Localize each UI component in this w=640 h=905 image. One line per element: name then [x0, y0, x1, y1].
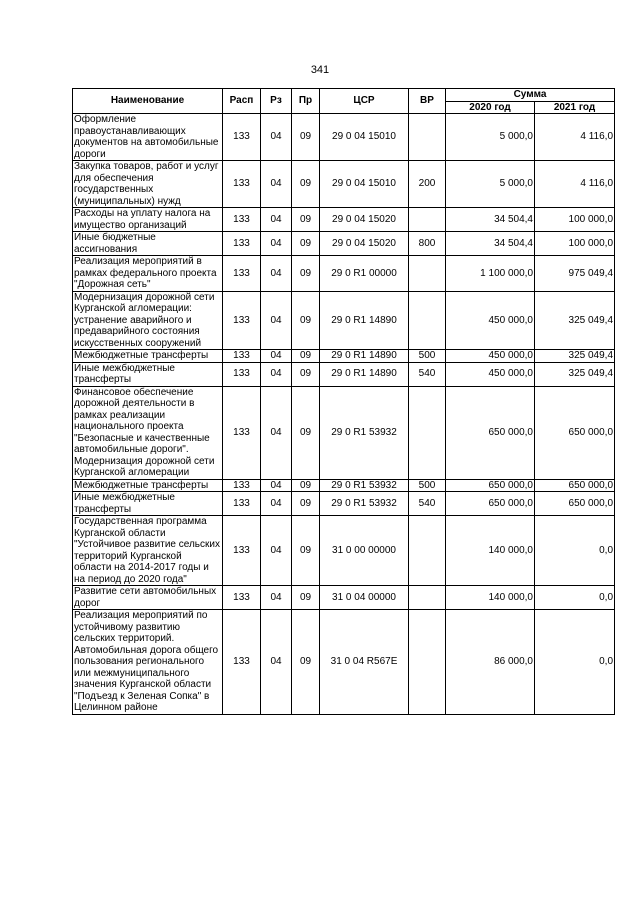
cell-rz: 04 — [261, 208, 292, 232]
table-row — [73, 350, 615, 363]
cell-rasp: 133 — [223, 114, 261, 161]
cell-y2020: 650 000,0 — [446, 492, 535, 516]
cell-pr: 09 — [292, 208, 320, 232]
cell-name: Иные межбюджетные трансферты — [73, 492, 223, 516]
cell-pr: 09 — [292, 232, 320, 256]
cell-rasp: 133 — [223, 586, 261, 610]
cell-y2021: 650 000,0 — [535, 492, 615, 516]
table-row — [73, 492, 615, 516]
header-rasp: Расп — [223, 89, 261, 114]
cell-vr: 500 — [409, 350, 446, 363]
cell-y2020: 140 000,0 — [446, 586, 535, 610]
cell-rz: 04 — [261, 350, 292, 363]
cell-vr — [409, 386, 446, 479]
cell-vr: 500 — [409, 479, 446, 492]
cell-y2021: 0,0 — [535, 516, 615, 586]
cell-rasp: 133 — [223, 291, 261, 350]
cell-vr — [409, 291, 446, 350]
cell-y2020: 650 000,0 — [446, 386, 535, 479]
cell-rasp: 133 — [223, 161, 261, 208]
cell-rz: 04 — [261, 291, 292, 350]
header-csr: ЦСР — [320, 89, 409, 114]
cell-y2021: 650 000,0 — [535, 386, 615, 479]
cell-y2020: 140 000,0 — [446, 516, 535, 586]
cell-pr: 09 — [292, 386, 320, 479]
table-row — [73, 256, 615, 292]
cell-rasp: 133 — [223, 516, 261, 586]
cell-pr: 09 — [292, 586, 320, 610]
cell-csr: 29 0 R1 14890 — [320, 291, 409, 350]
cell-rz: 04 — [261, 610, 292, 715]
cell-rasp: 133 — [223, 232, 261, 256]
cell-rz: 04 — [261, 232, 292, 256]
cell-name: Межбюджетные трансферты — [73, 479, 223, 492]
table-row — [73, 232, 615, 256]
table-row — [73, 161, 615, 208]
cell-rz: 04 — [261, 479, 292, 492]
cell-vr: 200 — [409, 161, 446, 208]
cell-rasp: 133 — [223, 256, 261, 292]
cell-csr: 31 0 00 00000 — [320, 516, 409, 586]
cell-name: Иные бюджетные ассигнования — [73, 232, 223, 256]
cell-y2021: 4 116,0 — [535, 161, 615, 208]
cell-vr: 800 — [409, 232, 446, 256]
cell-y2020: 650 000,0 — [446, 479, 535, 492]
cell-y2020: 450 000,0 — [446, 350, 535, 363]
table-row — [73, 114, 615, 161]
cell-vr: 540 — [409, 362, 446, 386]
cell-rasp: 133 — [223, 350, 261, 363]
cell-rasp: 133 — [223, 610, 261, 715]
cell-pr: 09 — [292, 291, 320, 350]
cell-y2020: 450 000,0 — [446, 362, 535, 386]
header-pr: Пр — [292, 89, 320, 114]
cell-name: Реализация мероприятий по устойчивому развитию сельских территорий. Автомобильная дорога общего пользования регионального или межмуниципального значения Курганской области "Подъезд к Зеленая Сопка" в Целинном районе — [73, 610, 223, 715]
cell-y2020: 5 000,0 — [446, 114, 535, 161]
cell-name: Реализация мероприятий в рамках федерального проекта "Дорожная сеть" — [73, 256, 223, 292]
cell-vr — [409, 516, 446, 586]
cell-y2020: 450 000,0 — [446, 291, 535, 350]
cell-csr: 29 0 04 15020 — [320, 208, 409, 232]
cell-csr: 29 0 04 15010 — [320, 114, 409, 161]
cell-y2020: 1 100 000,0 — [446, 256, 535, 292]
cell-y2021: 325 049,4 — [535, 350, 615, 363]
cell-name: Государственная программа Курганской области "Устойчивое развитие сельских территорий Курганской области на 2014-2017 годы и на период до 2020 года" — [73, 516, 223, 586]
cell-rz: 04 — [261, 492, 292, 516]
cell-pr: 09 — [292, 256, 320, 292]
cell-vr: 540 — [409, 492, 446, 516]
table-row — [73, 386, 615, 479]
cell-y2021: 975 049,4 — [535, 256, 615, 292]
cell-name: Закупка товаров, работ и услуг для обеспечения государственных (муниципальных) нужд — [73, 161, 223, 208]
table-row — [73, 586, 615, 610]
cell-y2020: 34 504,4 — [446, 232, 535, 256]
cell-rz: 04 — [261, 161, 292, 208]
cell-rasp: 133 — [223, 386, 261, 479]
table-row — [73, 208, 615, 232]
cell-y2021: 0,0 — [535, 586, 615, 610]
table-row — [73, 516, 615, 586]
table-row — [73, 610, 615, 715]
header-2020: 2020 год — [446, 101, 535, 114]
cell-csr: 29 0 04 15020 — [320, 232, 409, 256]
cell-csr: 29 0 R1 14890 — [320, 362, 409, 386]
table-row — [73, 291, 615, 350]
cell-vr — [409, 208, 446, 232]
cell-y2020: 86 000,0 — [446, 610, 535, 715]
table-row — [73, 479, 615, 492]
cell-csr: 31 0 04 00000 — [320, 586, 409, 610]
cell-rasp: 133 — [223, 479, 261, 492]
cell-csr: 29 0 R1 53932 — [320, 479, 409, 492]
cell-rz: 04 — [261, 256, 292, 292]
cell-y2021: 0,0 — [535, 610, 615, 715]
cell-y2021: 650 000,0 — [535, 479, 615, 492]
cell-y2021: 325 049,4 — [535, 362, 615, 386]
cell-rz: 04 — [261, 516, 292, 586]
budget-table — [72, 88, 615, 715]
cell-pr: 09 — [292, 610, 320, 715]
cell-y2020: 34 504,4 — [446, 208, 535, 232]
cell-name: Модернизация дорожной сети Курганской агломерации: устранение аварийного и предаварийного состояния искусственных сооружений — [73, 291, 223, 350]
cell-csr: 29 0 R1 53932 — [320, 386, 409, 479]
cell-vr — [409, 256, 446, 292]
cell-pr: 09 — [292, 161, 320, 208]
cell-name: Иные межбюджетные трансферты — [73, 362, 223, 386]
cell-name: Развитие сети автомобильных дорог — [73, 586, 223, 610]
cell-y2021: 100 000,0 — [535, 232, 615, 256]
cell-rz: 04 — [261, 586, 292, 610]
cell-name: Оформление правоустанавливающих документов на автомобильные дороги — [73, 114, 223, 161]
cell-pr: 09 — [292, 516, 320, 586]
cell-csr: 29 0 R1 14890 — [320, 350, 409, 363]
cell-pr: 09 — [292, 362, 320, 386]
cell-rasp: 133 — [223, 492, 261, 516]
cell-pr: 09 — [292, 492, 320, 516]
cell-vr — [409, 610, 446, 715]
cell-y2020: 5 000,0 — [446, 161, 535, 208]
header-rz: Рз — [261, 89, 292, 114]
cell-csr: 29 0 R1 00000 — [320, 256, 409, 292]
table-header — [73, 89, 615, 114]
cell-name: Расходы на уплату налога на имущество организаций — [73, 208, 223, 232]
cell-csr: 29 0 R1 53932 — [320, 492, 409, 516]
header-2021: 2021 год — [535, 101, 615, 114]
cell-csr: 31 0 04 R567E — [320, 610, 409, 715]
cell-vr — [409, 114, 446, 161]
cell-rz: 04 — [261, 386, 292, 479]
cell-y2021: 100 000,0 — [535, 208, 615, 232]
cell-name: Финансовое обеспечение дорожной деятельности в рамках реализации национального проекта "Безопасные и качественные автомобильные дороги". Модернизация дорожной сети Курганской агломерации — [73, 386, 223, 479]
cell-rz: 04 — [261, 114, 292, 161]
cell-rasp: 133 — [223, 362, 261, 386]
header-name: Наименование — [73, 89, 223, 114]
cell-name: Межбюджетные трансферты — [73, 350, 223, 363]
cell-rasp: 133 — [223, 208, 261, 232]
table-body — [73, 114, 615, 715]
cell-rz: 04 — [261, 362, 292, 386]
table-row — [73, 362, 615, 386]
cell-pr: 09 — [292, 350, 320, 363]
cell-pr: 09 — [292, 114, 320, 161]
header-sum: Сумма — [446, 89, 615, 102]
cell-y2021: 325 049,4 — [535, 291, 615, 350]
page-number: 341 — [310, 64, 330, 76]
cell-y2021: 4 116,0 — [535, 114, 615, 161]
cell-pr: 09 — [292, 479, 320, 492]
cell-vr — [409, 586, 446, 610]
cell-csr: 29 0 04 15010 — [320, 161, 409, 208]
header-vr: ВР — [409, 89, 446, 114]
